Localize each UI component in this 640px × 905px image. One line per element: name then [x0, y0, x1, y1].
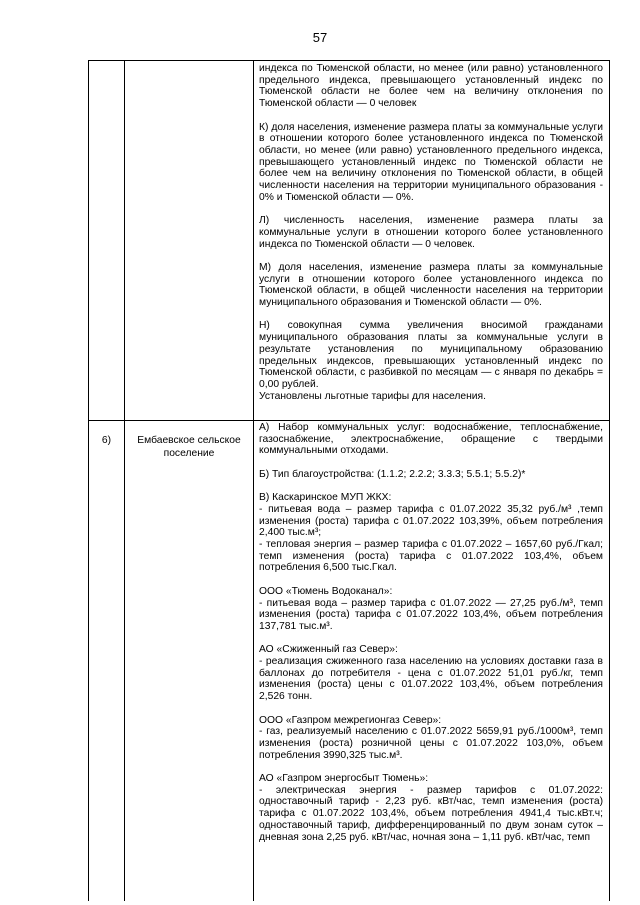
- column-divider-2: [253, 61, 254, 901]
- column-divider-1: [124, 61, 125, 901]
- prev-row-content: [259, 63, 603, 414]
- paragraph-m: М) доля населения, изменение размера платы за коммунальные услуги в отношении которого более установленного индекса по Тюменской области, в общей численности населения на территории муниципального образования и Тюменской области — 0%.: [259, 261, 603, 309]
- municipality-name: Ембаевское сельское поселение: [137, 435, 241, 459]
- benefit-tariffs-note: Установлены льготные тарифы для населения.: [259, 390, 486, 402]
- services-set: А) Набор коммунальных услуг: водоснабжение, теплоснабжение, газоснабжение, электроснабжение, обращение с твердыми коммунальными отходами.: [259, 422, 603, 457]
- org3-gas: - реализация сжиженного газа населению на условиях доставки газа в баллонах до потребителя - цена с 01.07.2022 51,01 руб./кг, темп изменения (роста) цены с 01.07.2022 103,4%, объем потребления 2,526 тонн.: [259, 656, 603, 703]
- org1-heat: - тепловая энергия – размер тарифа с 01.07.2022 – 1657,60 руб./Гкал; темп изменения (роста) тарифа с 01.07.2022 103,4%, объем потребления 6,500 тыс.Гкал.: [259, 539, 603, 574]
- row-divider: [89, 420, 609, 421]
- org3-title: АО «Сжиженный газ Север»:: [259, 644, 398, 656]
- org1-title: В) Каскаринское МУП ЖКХ:: [259, 492, 392, 504]
- paragraph-n: Н) совокупная сумма увеличения вносимой гражданами муниципального образования платы за коммунальные услуги в результате установления по муниципальному образованию предельных индексов, превышающих установленный индекс по Тюменской области, с разбивкой по месяцам — с января по декабрь = 0,00 рублей.: [259, 320, 603, 390]
- tariff-table: [88, 60, 610, 901]
- org2-water: - питьевая вода – размер тарифа с 01.07.2022 — 27,25 руб./м³, темп изменения (роста) тарифа с 01.07.2022 103,4%, объем потребления 137,781 тыс.м³.: [259, 597, 603, 632]
- row-number: 6): [101, 435, 112, 446]
- org4-title: ООО «Газпром межрегионгаз Север»:: [259, 714, 442, 726]
- page-number: 57: [312, 30, 328, 45]
- org1-water: - питьевая вода – размер тарифа с 01.07.2022 35,32 руб./м³ ,темп изменения (роста) тарифа с 01.07.2022 103,39%, объем потребления 2,400 тыс.м³;: [259, 503, 603, 539]
- org5-electricity: - электрическая энергия - размер тарифов с 01.07.2022: одноставочный тариф - 2,23 руб. кВт/час, темп изменения (роста) тарифа с 01.07.2022 103,4%, объем потребления 4941,4 тыс.кВт.ч; одноставочный тариф, дифференцированный по двум зонам суток – дневная зона 2,25 руб. кВт/час, ночная зона – 1,11 руб. кВт/час, темп: [259, 784, 603, 843]
- row6-content: [259, 422, 603, 843]
- paragraph-i-continuation: индекса по Тюменской области, но менее (или равно) установленного предельного индекса, превышающего установленный индекс по Тюменской области не более чем на величину отклонения по Тюменской области — 0 человек: [259, 63, 603, 110]
- org4-gas: - газ, реализуемый населению с 01.07.2022 5659,91 руб./1000м³, темп изменения (роста) розничной цены с 01.07.2022 103,0%, объем потребления 3990,325 тыс.м³.: [259, 726, 603, 761]
- paragraph-k: К) доля населения, изменение размера платы за коммунальные услуги в отношении которого более установленного индекса по Тюменской области, но менее (или равно) установленного предельного индекса, превышающего установленный индекс по Тюменской области не более чем на величину отклонения по Тюменской области, в общей численности населения на территории муниципального образования - 0% и Тюменской области — 0%.: [259, 121, 603, 203]
- org5-title: АО «Газпром энергосбыт Тюмень»:: [259, 773, 429, 784]
- paragraph-l: Л) численность населения, изменение размера платы за коммунальные услуги в отношении которого более установленного индекса по Тюменской области — 0 человек.: [259, 215, 603, 250]
- org2-title: ООО «Тюмень Водоканал»:: [259, 585, 393, 597]
- amenities-type: Б) Тип благоустройства: (1.1.2; 2.2.2; 3.3.3; 5.5.1; 5.5.2)*: [259, 468, 526, 480]
